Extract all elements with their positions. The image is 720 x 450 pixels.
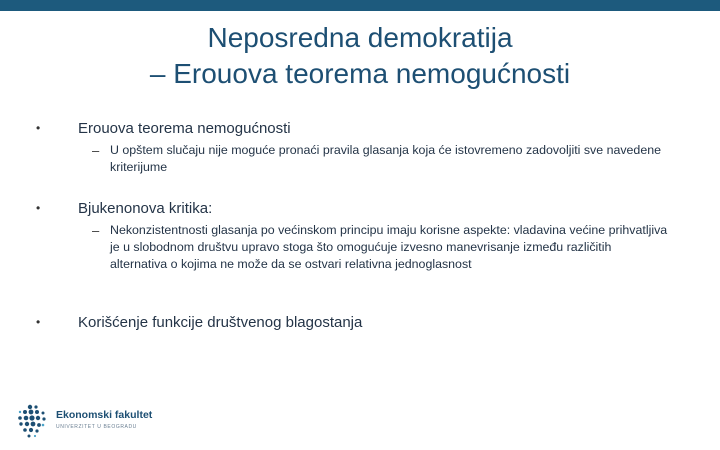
sub-bullet-marker: – — [92, 143, 100, 158]
sub-bullet-marker: – — [92, 223, 100, 238]
logo-subtitle: UNIVERZITET U BEOGRADU — [56, 424, 137, 430]
bullet-text: Korišćenje funkcije društvenog blagostanja — [78, 314, 363, 331]
bullet-marker: • — [36, 201, 41, 215]
slide-title-line-2: – Erouova teorema nemogućnosti — [149, 58, 571, 89]
logo-name: Ekonomski fakultet — [56, 409, 153, 421]
bullet-marker: • — [36, 315, 41, 329]
bullet-text: Erouova teorema nemogućnosti — [78, 120, 291, 137]
faculty-logo — [16, 404, 156, 440]
bullet-text: Bjukenonova kritika: — [78, 200, 213, 217]
bullet-marker: • — [36, 121, 41, 135]
sub-bullet-text: U opštem slučaju nije moguće pronaći pravila glasanja koja će istovremeno zadovoljiti sve navedene kriterijume — [110, 143, 661, 174]
sub-bullet-text: Nekonzistentnosti glasanja po većinskom principu imaju korisne aspekte: vladavina većine prihvatljiva je u slobodnom društvu upravo stoga što omogućuje izvesno manevrisanje između različitih alternativa o kojima ne može da se ostvari relativna jednoglasnost — [110, 223, 668, 271]
slide-title-line-1: Neposredna demokratija — [207, 22, 513, 53]
logo-dots-icon — [16, 404, 52, 440]
